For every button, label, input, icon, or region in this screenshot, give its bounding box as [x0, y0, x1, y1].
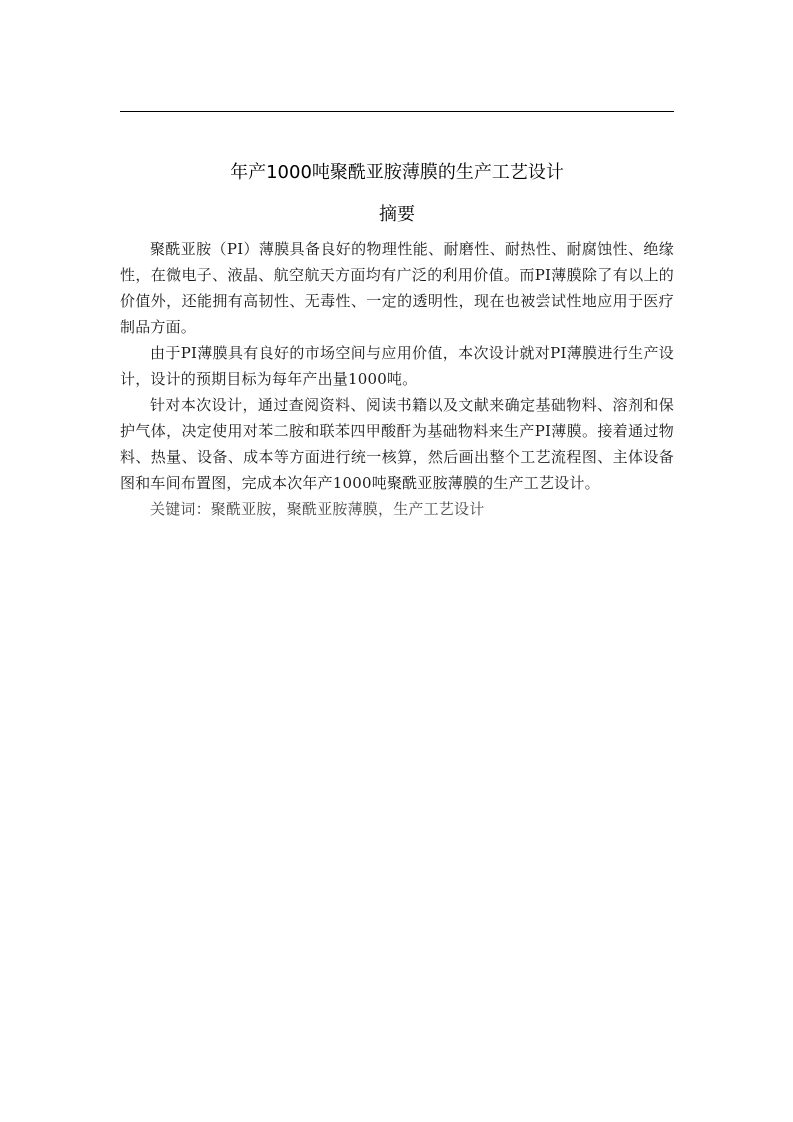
abstract-paragraph-2: 由于PI薄膜具有良好的市场空间与应用价值，本次设计就对PI薄膜进行生产设计，设计的预期目标为每年产出量1000吨。 — [120, 344, 674, 388]
abstract-heading: 摘要 — [379, 204, 415, 225]
document-title: 年产1000吨聚酰亚胺薄膜的生产工艺设计 — [230, 162, 564, 183]
abstract-paragraph-3: 针对本次设计，通过查阅资料、阅读书籍以及文献来确定基础物料、溶剂和保护气体，决定使用对苯二胺和联苯四甲酸酐为基础物料来生产PI薄膜。接着通过物料、热量、设备、成本等方面进行统一核算，然后画出整个工艺流程图、主体设备图和车间布置图，完成本次年产1000吨聚酰亚胺薄膜的生产工艺设计。 — [120, 396, 674, 492]
abstract-paragraph-1: 聚酰亚胺（PI）薄膜具备良好的物理性能、耐磨性、耐热性、耐腐蚀性、绝缘性，在微电子、液晶、航空航天方面均有广泛的利用价值。而PI薄膜除了有以上的价值外，还能拥有高韧性、无毒性、一定的透明性，现在也被尝试性地应用于医疗制品方面。 — [120, 240, 674, 336]
keywords-line: 关键词：聚酰亚胺，聚酰亚胺薄膜，生产工艺设计 — [150, 500, 485, 518]
header-rule — [120, 111, 674, 112]
abstract-body — [120, 236, 674, 522]
